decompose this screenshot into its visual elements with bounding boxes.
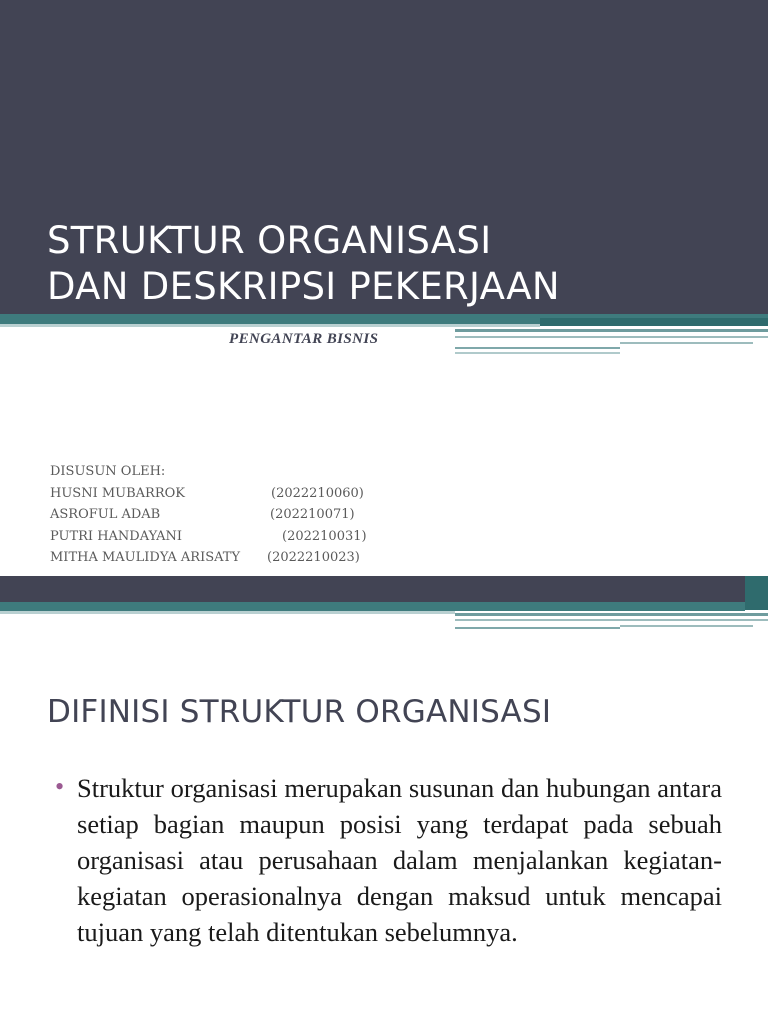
bullet-dot: • <box>55 772 65 801</box>
author-list-heading: DISUSUN OLEH: <box>50 464 166 479</box>
decorative-stripe <box>455 336 768 338</box>
decorative-stripe <box>455 619 768 621</box>
decorative-stripe <box>540 318 768 326</box>
slide-title-line-1: STRUKTUR ORGANISASI <box>47 219 492 262</box>
decorative-stripe <box>455 627 620 629</box>
author-name: ASROFUL ADAB <box>50 507 161 522</box>
author-name: HUSNI MUBARROK <box>50 485 185 501</box>
decorative-stripe <box>455 347 620 349</box>
section-heading: DIFINISI STRUKTUR ORGANISASI <box>47 694 552 730</box>
slide-subtitle: PENGANTAR BISNIS <box>229 331 379 347</box>
author-row <box>50 483 367 505</box>
header-band <box>0 576 768 602</box>
author-row <box>50 526 367 548</box>
author-list <box>50 461 367 569</box>
decorative-stripe <box>620 342 753 344</box>
decorative-stripe <box>0 611 455 614</box>
author-id: (202210071) <box>270 507 355 522</box>
decorative-stripe <box>455 352 620 354</box>
slide-title-line-2: DAN DESKRIPSI PEKERJAAN <box>47 265 560 308</box>
bullet-list <box>55 770 722 950</box>
author-id: (2022210060) <box>271 485 364 501</box>
author-name: PUTRI HANDAYANI <box>50 528 183 544</box>
bullet-text: Struktur organisasi merupakan susunan dan hubungan antara setiap bagian maupun posisi yang terdapat pada sebuah organisasi atau perusahaan dalam menjalankan kegiatan-kegiatan operasionalnya dengan maksud untuk mencapai tujuan yang telah ditentukan sebelumnya. <box>77 773 722 947</box>
author-row <box>50 504 367 526</box>
decorative-stripe <box>620 625 753 627</box>
decorative-stripe <box>455 329 768 332</box>
decorative-stripe <box>0 324 540 327</box>
author-name: MITHA MAULIDYA ARISATY <box>50 550 241 565</box>
decorative-stripe <box>745 576 768 610</box>
slide-title <box>47 218 560 310</box>
decorative-stripe <box>455 613 768 616</box>
author-id: (202210031) <box>282 528 367 544</box>
author-row <box>50 547 367 569</box>
author-id: (2022210023) <box>267 550 360 565</box>
